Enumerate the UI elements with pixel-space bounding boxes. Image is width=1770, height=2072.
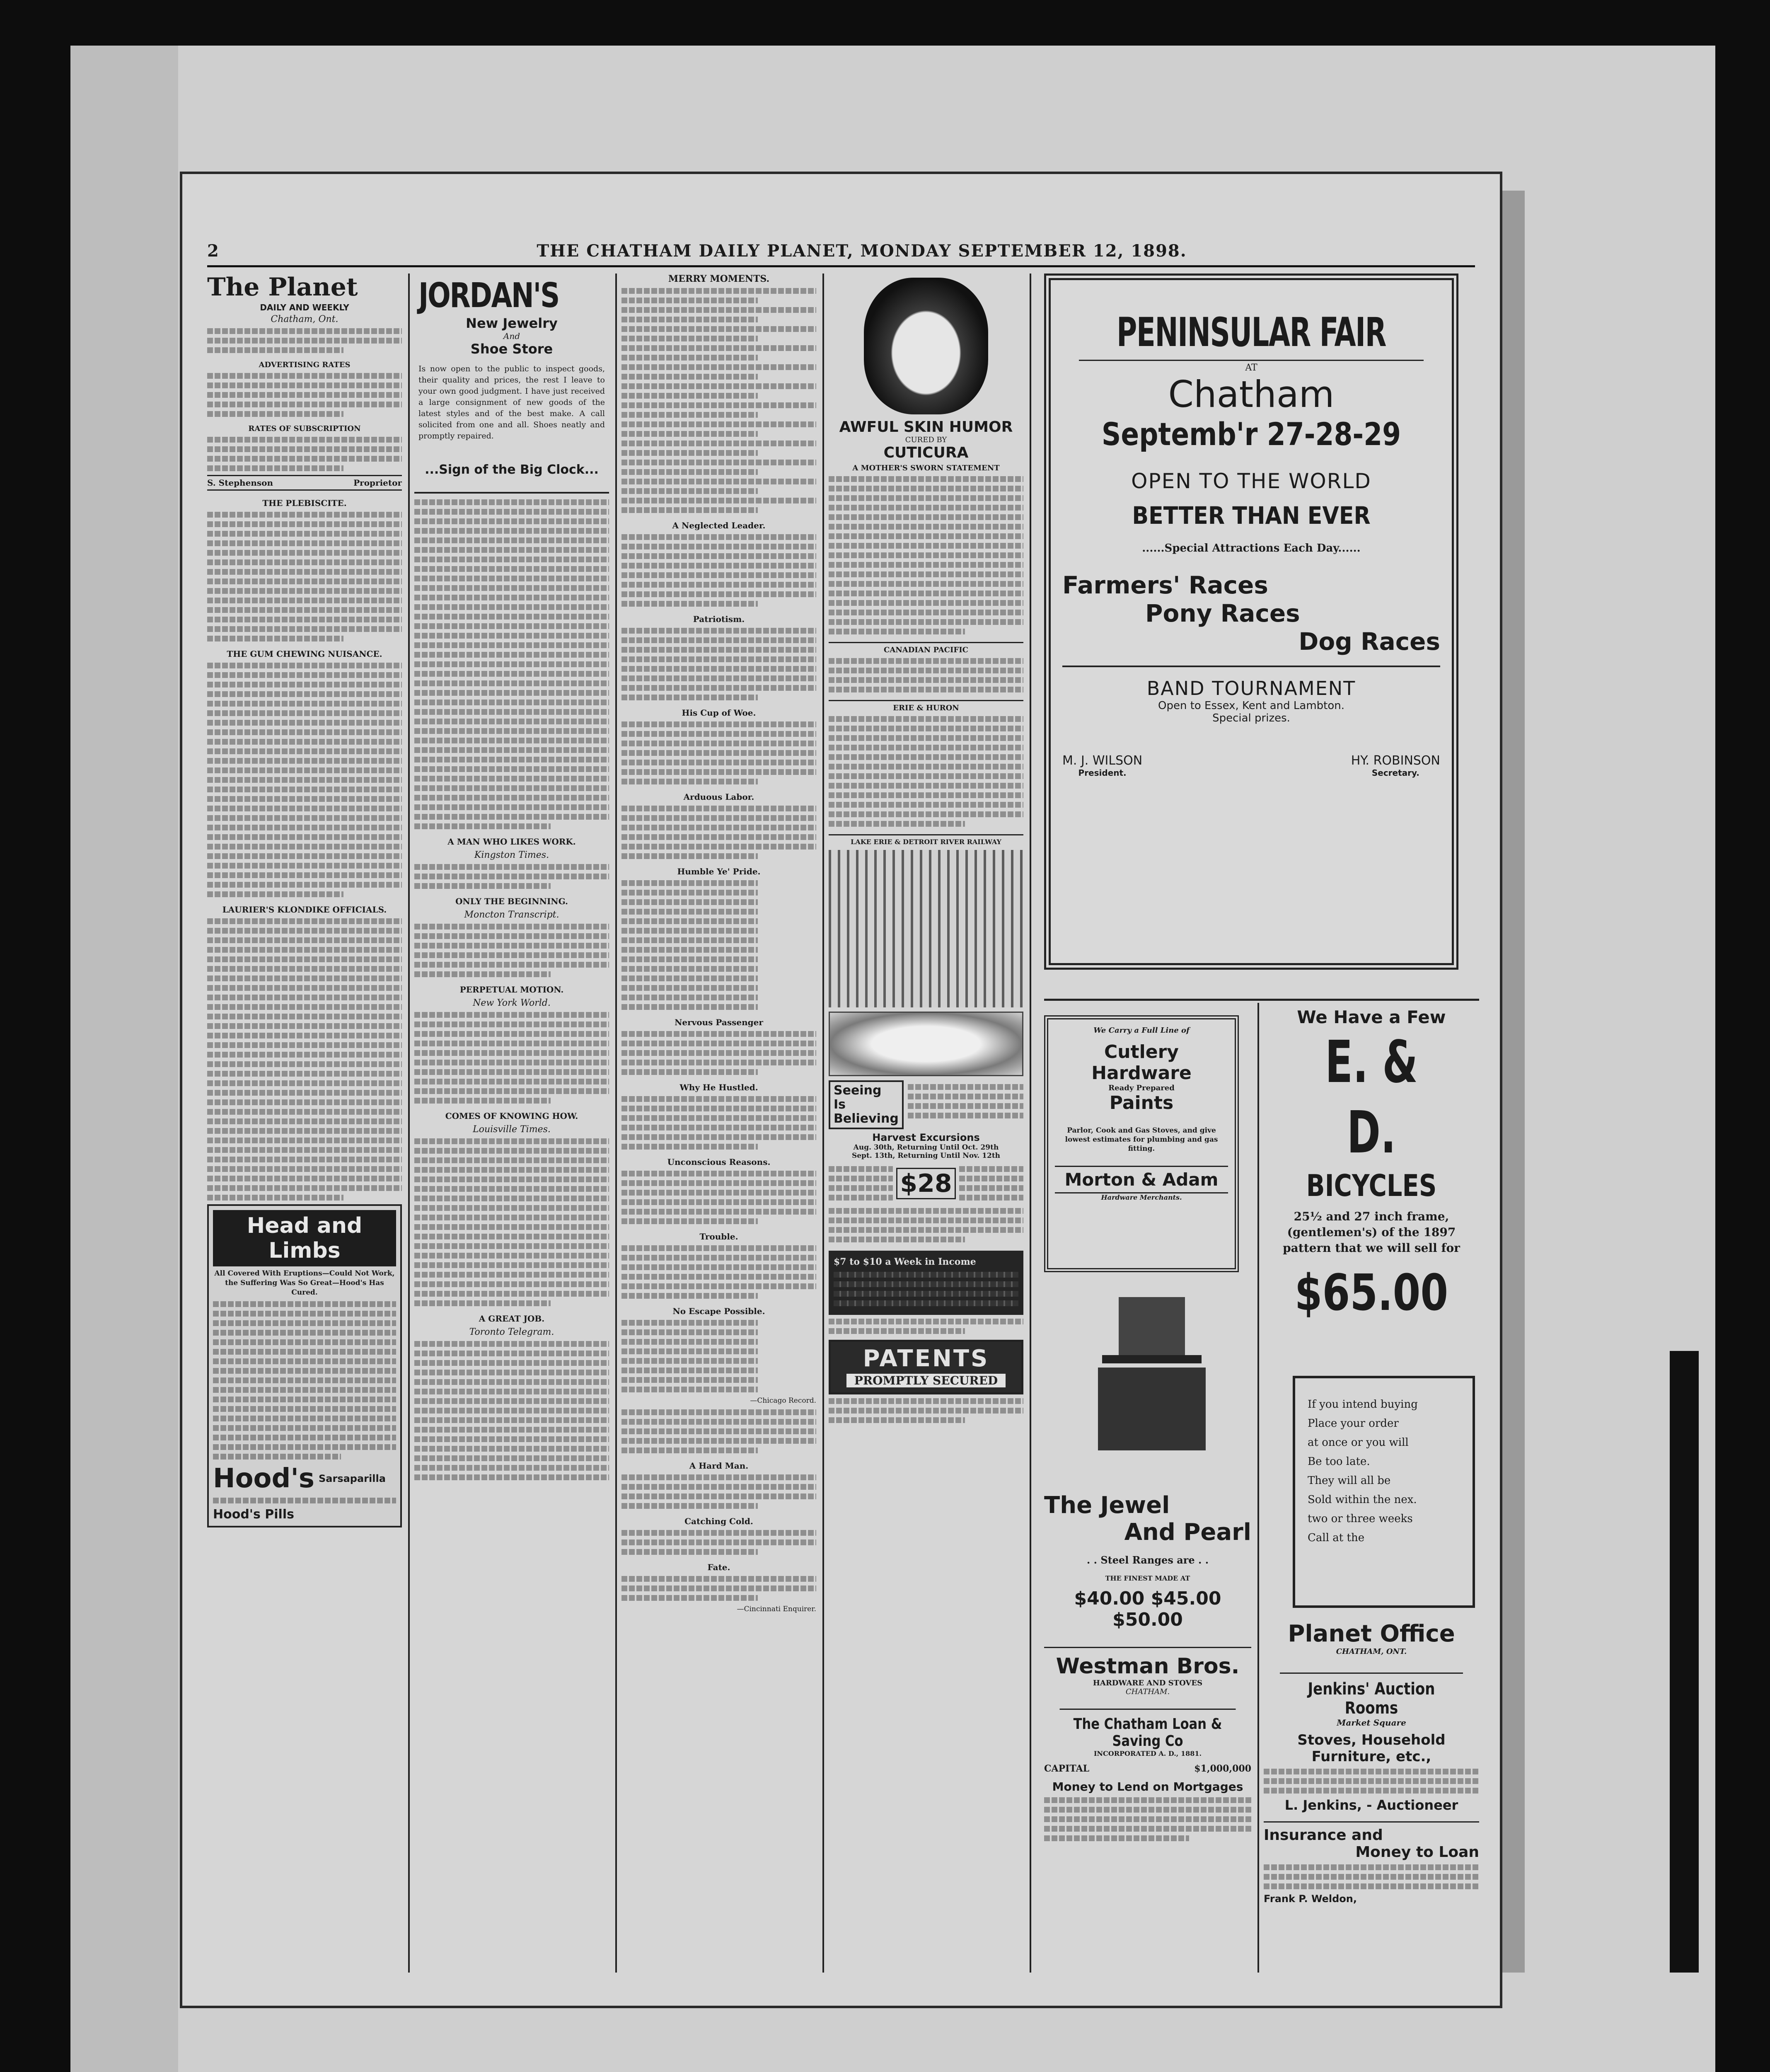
column-2: [414, 274, 609, 1973]
range-prices: $40.00 $45.00 $50.00: [1074, 1588, 1221, 1630]
bicycles: BICYCLES: [1306, 1168, 1437, 1203]
moncton-transcript: Moncton Transcript.: [464, 910, 559, 920]
peninsular-fair-ad: [1044, 274, 1458, 970]
lake-erie-railway: LAKE ERIE & DETROIT RIVER RAILWAY: [829, 834, 1023, 846]
plebiscite-head: THE PLEBISCITE.: [262, 498, 347, 508]
newspaper-page: [182, 174, 1500, 2006]
order-line: Sold within the nex.: [1308, 1493, 1417, 1506]
hoods-ad: [207, 1204, 402, 1527]
fair-at: AT: [1079, 360, 1424, 373]
fair-title: PENINSULAR FAIR: [1117, 309, 1386, 356]
railway-timetable: [829, 850, 1023, 1007]
new-york-world: New York World.: [473, 998, 551, 1008]
auctioneer: L. Jenkins, - Auctioneer: [1284, 1797, 1458, 1813]
comes-knowing-how: COMES OF KNOWING HOW.: [445, 1111, 578, 1121]
chatham-ont: CHATHAM, ONT.: [1336, 1647, 1407, 1656]
parlor-stoves: Parlor, Cook and Gas Stoves, and give lowest estimates for plumbing and gas fitting.: [1065, 1126, 1218, 1153]
seeing-believing: [829, 1080, 904, 1129]
capital-amount: $1,000,000: [1194, 1763, 1251, 1774]
toronto-telegram: Toronto Telegram.: [469, 1327, 554, 1337]
cutlery-ad: [1044, 1015, 1239, 1272]
secretary: Secretary.: [1371, 768, 1419, 778]
nameplate-sub: DAILY AND WEEKLY: [260, 303, 349, 312]
subscription-head: RATES OF SUBSCRIPTION: [248, 424, 361, 433]
order-line: Call at the: [1308, 1532, 1365, 1544]
fair-dates: Septemb'r 27-28-29: [1101, 416, 1401, 453]
cutlery: Cutlery: [1104, 1041, 1179, 1063]
order-line: at once or you will: [1308, 1436, 1409, 1449]
canadian-pacific-logo: [829, 1012, 1023, 1076]
place: Chatham, Ont.: [271, 314, 339, 324]
incorporated: INCORPORATED A. D., 1881.: [1093, 1750, 1202, 1757]
trouble: Trouble.: [699, 1232, 738, 1242]
nervous-passenger: Nervous Passenger: [675, 1017, 763, 1027]
week-income-text: $7 to $10 a Week in Income: [834, 1256, 976, 1267]
only-beginning: ONLY THE BEGINNING.: [455, 896, 568, 906]
patents-ad: [829, 1340, 1023, 1394]
perpetual-motion: PERPETUAL MOTION.: [459, 985, 564, 995]
robinson: HY. ROBINSON: [1351, 753, 1440, 768]
sept-date: Sept. 13th, Returning Until Nov. 12th: [851, 1152, 1001, 1160]
why-he-hustled: Why He Hustled.: [679, 1082, 758, 1092]
shoe-store: Shoe Store: [470, 341, 553, 357]
cuticura: CUTICURA: [883, 444, 969, 461]
nameplate: The Planet: [207, 274, 358, 302]
morton-adam: Morton & Adam: [1055, 1166, 1228, 1193]
catching-cold: Catching Cold.: [684, 1516, 753, 1526]
patents-title: PATENTS: [863, 1345, 989, 1372]
excursion-price: $28: [896, 1168, 955, 1199]
order-line: Place your order: [1308, 1417, 1399, 1430]
band-tournament: BAND TOURNAMENT: [1146, 677, 1356, 700]
order-line: If you intend buying: [1308, 1398, 1418, 1411]
market-square: Market Square: [1337, 1718, 1406, 1728]
new-jewelry: New Jewelry: [466, 315, 558, 331]
chatham-loan: The Chatham Loan & Saving Co: [1060, 1709, 1236, 1750]
binder-clip: [1670, 1351, 1699, 1973]
open-to-counties: Open to Essex, Kent and Lambton.: [1158, 700, 1344, 712]
ad-rates-head: ADVERTISING RATES: [259, 361, 351, 369]
jenkins-auction: Jenkins' Auction Rooms: [1280, 1673, 1463, 1718]
page-edge: [1500, 191, 1525, 1973]
fair-open: OPEN TO THE WORLD: [1131, 469, 1371, 493]
week-income-ad: [829, 1251, 1023, 1315]
special-prizes: Special prizes.: [1212, 712, 1290, 724]
cured-by: CURED BY: [905, 436, 947, 444]
hardware-stoves: HARDWARE AND STOVES: [1093, 1679, 1203, 1687]
fate: Fate.: [707, 1562, 730, 1572]
stove-illustration: [1086, 1293, 1218, 1475]
planet-office: Planet Office: [1288, 1620, 1455, 1647]
bicycles-ad: [1264, 1007, 1479, 1322]
sarsaparilla: Sarsaparilla: [319, 1473, 386, 1484]
hardware-merchants: Hardware Merchants.: [1101, 1193, 1182, 1201]
jordans-ad: [414, 274, 609, 494]
canadian-pacific: CANADIAN PACIFIC: [829, 642, 1023, 654]
order-notice: [1293, 1376, 1475, 1608]
weldon: Frank P. Weldon,: [1264, 1893, 1357, 1905]
order-line: Be too late.: [1308, 1455, 1370, 1468]
frame-text: 25½ and 27 inch frame, (gentlemen's) of the 1897 pattern that we will sell for: [1283, 1210, 1460, 1255]
kingston-times: Kingston Times.: [474, 850, 549, 860]
ed-logo: E. & D.: [1325, 1029, 1418, 1167]
the-jewel: The Jewel: [1044, 1492, 1170, 1519]
fair-special: ......Special Attractions Each Day......: [1142, 542, 1361, 554]
bicycle-price: $65.00: [1294, 1264, 1448, 1322]
and-pearl: And Pearl: [1124, 1519, 1251, 1546]
order-line: They will all be: [1308, 1474, 1391, 1487]
portrait-illustration: [864, 278, 988, 414]
jordans-intro: Is now open to the public to inspect goods, their quality and prices, the rest I leave to your own good judgment. I have just received a large consignment of new goods of the latest styles and of the best make. A call solicited from one and all. Shoes neatly and promptly repaired.: [418, 364, 605, 441]
head-limbs-sub: All Covered With Eruptions—Could Not Work, the Suffering Was So Great—Hood's Has Cured.: [214, 1269, 395, 1297]
insurance: Insurance and: [1264, 1821, 1479, 1844]
man-likes-work: A MAN WHO LIKES WORK.: [447, 837, 576, 847]
money-loan: Money to Loan: [1355, 1844, 1479, 1861]
no-escape: No Escape Possible.: [672, 1306, 765, 1316]
wilson: M. J. WILSON: [1062, 753, 1143, 768]
order-line: two or three weeks: [1308, 1513, 1413, 1525]
publisher-role: Proprietor: [353, 478, 402, 488]
westman: Westman Bros.: [1044, 1647, 1251, 1679]
page-title: THE CHATHAM DAILY PLANET, MONDAY SEPTEMBER 12, 1898.: [537, 241, 1187, 261]
patents-promptly: PROMPTLY SECURED: [846, 1374, 1006, 1387]
full-line: We Carry a Full Line of: [1093, 1026, 1190, 1035]
capital-label: CAPITAL: [1044, 1763, 1090, 1774]
farmers-races: Farmers' Races: [1062, 571, 1268, 599]
money-to-lend: Money to Lend on Mortgages: [1052, 1780, 1243, 1794]
is: Is: [834, 1097, 846, 1112]
awful-skin: AWFUL SKIN HUMOR: [839, 419, 1013, 436]
great-job: A GREAT JOB.: [479, 1314, 545, 1324]
chicago-record: —Chicago Record.: [750, 1397, 816, 1405]
ready-prepared: Ready Prepared: [1108, 1084, 1175, 1092]
president: President.: [1078, 768, 1127, 778]
column-1: [207, 274, 402, 1973]
hardware: Hardware: [1091, 1063, 1192, 1084]
fair-chatham: Chatham: [1168, 373, 1335, 416]
finest-made: THE FINEST MADE AT: [1105, 1574, 1190, 1582]
seeing: Seeing: [834, 1083, 882, 1098]
column-4: [829, 274, 1023, 1973]
stoves-furniture: Stoves, Household Furniture, etc.,: [1297, 1732, 1446, 1765]
fair-better: BETTER THAN EVER: [1132, 501, 1371, 530]
dog-races: Dog Races: [1298, 627, 1440, 656]
and-word: And: [503, 331, 520, 341]
jewel-ad: [1044, 1492, 1251, 1845]
hoods-pills: Hood's Pills: [213, 1507, 294, 1522]
page-number: 2: [207, 241, 219, 261]
steel-ranges: . . Steel Ranges are . .: [1086, 1554, 1209, 1566]
hard-man: A Hard Man.: [689, 1461, 749, 1471]
planet-office-block: [1264, 1620, 1479, 1905]
neglected-leader: A Neglected Leader.: [672, 520, 766, 530]
masthead: [207, 236, 1475, 267]
erie-huron: ERIE & HURON: [829, 700, 1023, 712]
his-cup: His Cup of Woe.: [682, 708, 756, 718]
merry-moments: MERRY MOMENTS.: [668, 274, 770, 284]
harvest-excursions: Harvest Excursions: [872, 1132, 980, 1143]
believing: Believing: [834, 1111, 899, 1126]
mothers-statement: A MOTHER'S SWORN STATEMENT: [852, 464, 1000, 472]
gum-head: THE GUM CHEWING NUISANCE.: [227, 649, 382, 659]
big-clock: ...Sign of the Big Clock...: [425, 462, 599, 477]
head-limbs-head: Head and Limbs: [213, 1210, 396, 1266]
chatham-small: CHATHAM.: [1125, 1687, 1170, 1696]
have-few: We Have a Few: [1297, 1007, 1446, 1027]
humble-pride: Humble Ye' Pride.: [677, 867, 761, 876]
patriotism: Patriotism.: [693, 614, 745, 624]
klondike-head: LAURIER'S KLONDIKE OFFICIALS.: [222, 905, 387, 915]
aug-date: Aug. 30th, Returning Until Oct. 29th: [853, 1143, 999, 1152]
jordans-title: JORDAN'S: [418, 276, 559, 315]
louisville-times: Louisville Times.: [473, 1124, 551, 1135]
hoods-name: Hood's: [213, 1463, 314, 1494]
arduous-labor: Arduous Labor.: [683, 792, 754, 802]
pony-races: Pony Races: [1145, 599, 1300, 627]
cincinnati-enquirer: —Cincinnati Enquirer.: [737, 1605, 816, 1613]
column-3: [621, 274, 816, 1973]
paints: Paints: [1109, 1092, 1174, 1113]
publisher: S. Stephenson: [207, 478, 273, 488]
unconscious-reasons: Unconscious Reasons.: [667, 1157, 771, 1167]
